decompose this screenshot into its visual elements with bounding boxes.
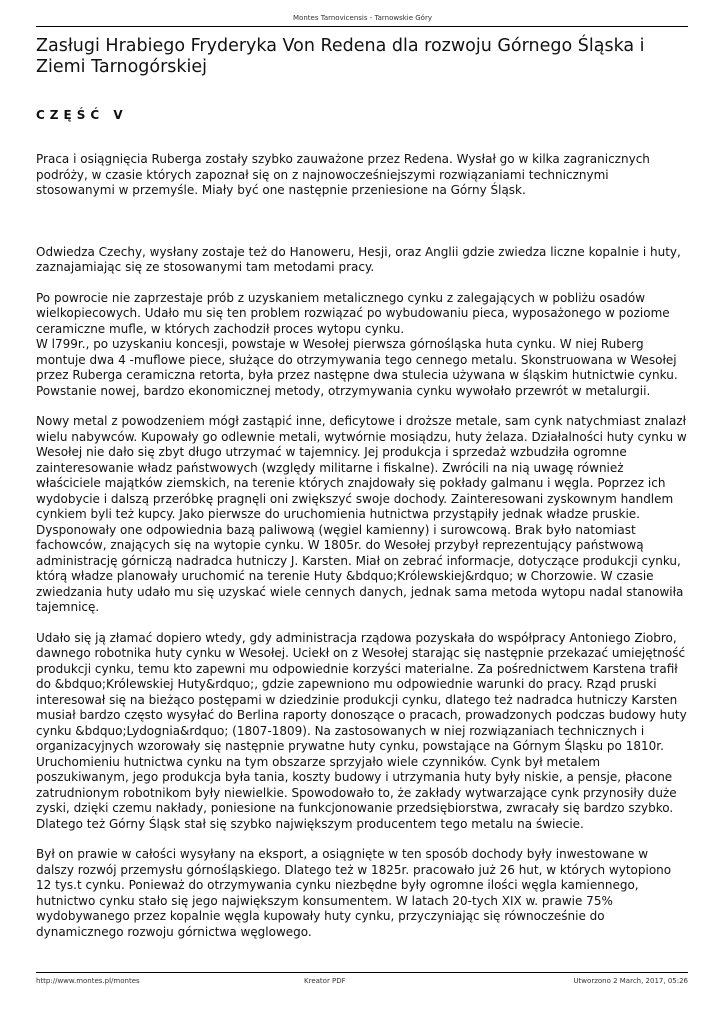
page-footer	[36, 977, 688, 985]
paragraph: Nowy metal z powodzeniem mógł zastąpić inne, deficytowe i droższe metale, sam cynk natychmiast znalazł wielu nabywców. Kupowały go odlewnie metali, wytwórnie mosiądzu, huty żelaza. Działalności huty cynku w Wesołej nie dało się zbyt długo utrzymać w tajemnicy. Jej produkcja i sprzedaż wzbudziła ogromne zainteresowanie władz państwowych (względy militarne i fiskalne). Zwrócili na nią uwagę również właściciele majątków ziemskich, na terenie których znajdowały się pokłady galmanu i węgla. Poprzez ich wydobycie i dalszą przeróbkę pragnęli oni zwiększyć swoje dochody. Zainteresowani zyskownym handlem cynkiem byli też kupcy. Jako pierwsze do uruchomienia hutnictwa przystąpiły jednak władze pruskie.	[36, 414, 687, 521]
header-divider	[36, 26, 688, 27]
footer-generator: Kreator PDF	[304, 977, 346, 985]
footer-url-link[interactable]: http://www.montes.pl/montes	[36, 977, 140, 985]
paragraph: Udało się ją złamać dopiero wtedy, gdy administracja rządowa pozyskała do współpracy Antoniego Ziobro, dawnego robotnika huty cynku w Wesołej. Uciekł on z Wesołej starając się następnie przekazać umiejętność produkcji cynku, temu kto zapewni mu odpowiednie korzyści materialne. Za pośrednictwem Karstena trafił do &bdquo;Królewskiej Huty&rdquo;, gdzie zapewniono mu odpowiednie warunki do pracy. Rząd pruski interesował się na bieżąco postępami w dziedzinie produkcji cynku, dlatego też nadradca hutniczy Karsten musiał bardzo często wysyłać do Berlina raporty donoszące o pracach, prowadzonych podczas budowy huty cynku &bdquo;Lydognia&rdquo; (1807-1809). Na zastosowanych w niej rozwiązaniach technicznych i organizacyjnych wzorowały się następnie prywatne huty cynku, powstające na Górnym Śląsku po 1810r. Uruchomieniu hutnictwa cynku na tym obszarze sprzyjało wiele czynników. Cynk był metalem poszukiwanym, jego produkcja była tania, koszty budowy i utrzymania huty były niskie, a pensje, płacone zatrudnionym robotnikom były niewielkie. Spowodowało to, że zakłady wytwarzające cynk przynosiły duże zyski, dzięki czemu nakłady, poniesione na funkcjonowanie przedsiębiorstwa, zwracały się bardzo szybko. Dlatego też Górny Śląsk stał się szybko największym producentem tego metalu na świecie.	[36, 630, 687, 831]
footer-created-date: Utworzono 2 March, 2017, 05:26	[573, 977, 688, 985]
site-header: Montes Tarnovicensis - Tarnowskie Góry	[293, 14, 432, 22]
footer-divider	[36, 972, 688, 973]
paragraph: Praca i osiągnięcia Ruberga zostały szybko zauważone przez Redena. Wysłał go w kilka zagranicznych podróży, w czasie których zapoznał się on z najnowocześniejszymi rozwiązaniami technicznymi stosowanymi w przemyśle. Miały być one następnie przeniesione na Górny Śląsk.	[36, 152, 650, 197]
article-title: Zasługi Hrabiego Fryderyka Von Redena dla rozwoju Górnego Śląska i Ziemi Tarnogórskiej	[36, 36, 645, 77]
section-label: CZĘŚĆ V	[36, 108, 128, 122]
paragraph: Po powrocie nie zaprzestaje prób z uzyskaniem metalicznego cynku z zalegających w pobliżu osadów wielkopiecowych. Udało mu się ten problem rozwiązać po wybudowaniu pieca, wyposażonego w poziome ceramiczne mufle, w których zachodził proces wytopu cynku.	[36, 290, 670, 336]
article-body	[36, 152, 688, 940]
paragraph: W l799r., po uzyskaniu koncesji, powstaje w Wesołej pierwsza górnośląska huta cynku. W niej Ruberg montuje dwa 4 -muflowe piece, służące do otrzymywania tego cennego metalu. Skonstruowana w Wesołej przez Ruberga ceramiczna retorta, była przez następne dwa stulecia używana w śląskim hutnictwie cynku. Powstanie nowej, bardzo ekonomicznej metody, otrzymywania cynku wywołało przewrót w metalurgii.	[36, 337, 678, 398]
paragraph: Był on prawie w całości wysyłany na eksport, a osiągnięte w ten sposób dochody były inwestowane w dalszy rozwój przemysłu górnośląskiego. Dlatego też w 1825r. pracowało już 26 hut, w których wytopiono 12 tys.t cynku. Ponieważ do otrzymywania cynku niezbędne były ogromne ilości węgla kamiennego, hutnictwo cynku stało się jego największym konsumentem. W latach 20-tych XIX w. prawie 75% wydobywanego przez kopalnie węgla kupowały huty cynku, przyczyniając się równocześnie do dynamicznego rozwoju górnictwa węglowego.	[36, 847, 672, 939]
paragraph: Odwiedza Czechy, wysłany zostaje też do Hanoweru, Hesji, oraz Anglii gdzie zwiedza liczne kopalnie i huty, zaznajamiając się ze stosowanymi tam metodami pracy.	[36, 244, 681, 274]
paragraph: Dysponowały one odpowiednia bazą paliwową (węgiel kamienny) i surowcową. Brak było natomiast fachowców, znających się na wytopie cynku. W 1805r. do Wesołej przybył reprezentujący państwową administrację górniczą nadradca hutniczy J. Karsten. Miał on zebrać informacje, dotyczące produkcji cynku, którą władze planowały uruchomić na terenie Huty &bdquo;Królewskiej&rdquo; w Chorzowie. W czasie zwiedzania huty udało mu się uzyskać wiele cennych danych, jednak sama metoda wytopu nadal stanowiła tajemnicę.	[36, 522, 684, 614]
